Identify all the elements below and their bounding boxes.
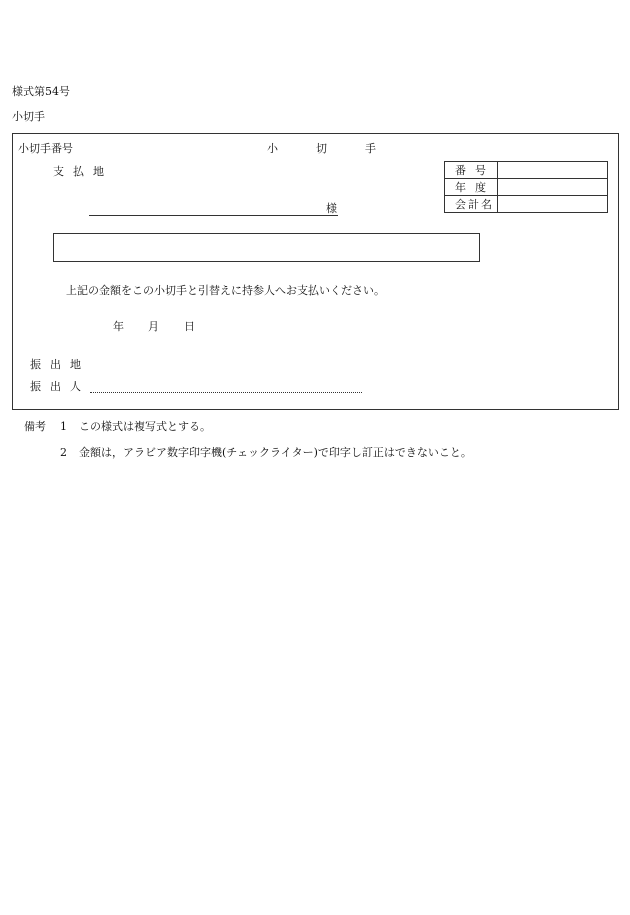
table-row <box>445 196 608 213</box>
note-2-text: 金額は，アラビア数字印字機(チェックライター)で印字し訂正はできないこと。 <box>79 446 472 459</box>
payee-suffix: 様 <box>326 202 337 215</box>
info-label-account: 会計名 <box>445 196 498 213</box>
table-row <box>445 179 608 196</box>
info-value-account[interactable] <box>498 196 608 213</box>
notes-label: 備考 <box>24 420 46 433</box>
form-number: 様式第54号 <box>12 85 70 98</box>
table-row <box>445 162 608 179</box>
drawer-line[interactable] <box>90 392 362 393</box>
note-2-number: 2 <box>60 446 67 459</box>
payment-place-label: 支払地 <box>53 165 113 178</box>
payee-line[interactable] <box>89 215 338 216</box>
document-type: 小切手 <box>12 110 45 123</box>
info-value-year[interactable] <box>498 179 608 196</box>
date-day: 日 <box>184 320 195 333</box>
date-month: 月 <box>148 320 159 333</box>
instruction-text: 上記の金額をこの小切手と引替えに持参人へお支払いください。 <box>66 284 385 297</box>
check-title: 小切手 <box>267 142 414 155</box>
info-value-number[interactable] <box>498 162 608 179</box>
info-label-year: 年度 <box>445 179 498 196</box>
info-label-number: 番号 <box>445 162 498 179</box>
date-year: 年 <box>113 320 124 333</box>
issue-place-label: 振出地 <box>30 358 90 371</box>
amount-box[interactable] <box>53 233 480 262</box>
note-1-number: 1 <box>60 420 67 433</box>
drawer-label: 振出人 <box>30 380 90 393</box>
note-1-text: この様式は複写式とする。 <box>79 420 211 433</box>
check-number-label: 小切手番号 <box>18 142 73 155</box>
info-table <box>444 161 608 213</box>
